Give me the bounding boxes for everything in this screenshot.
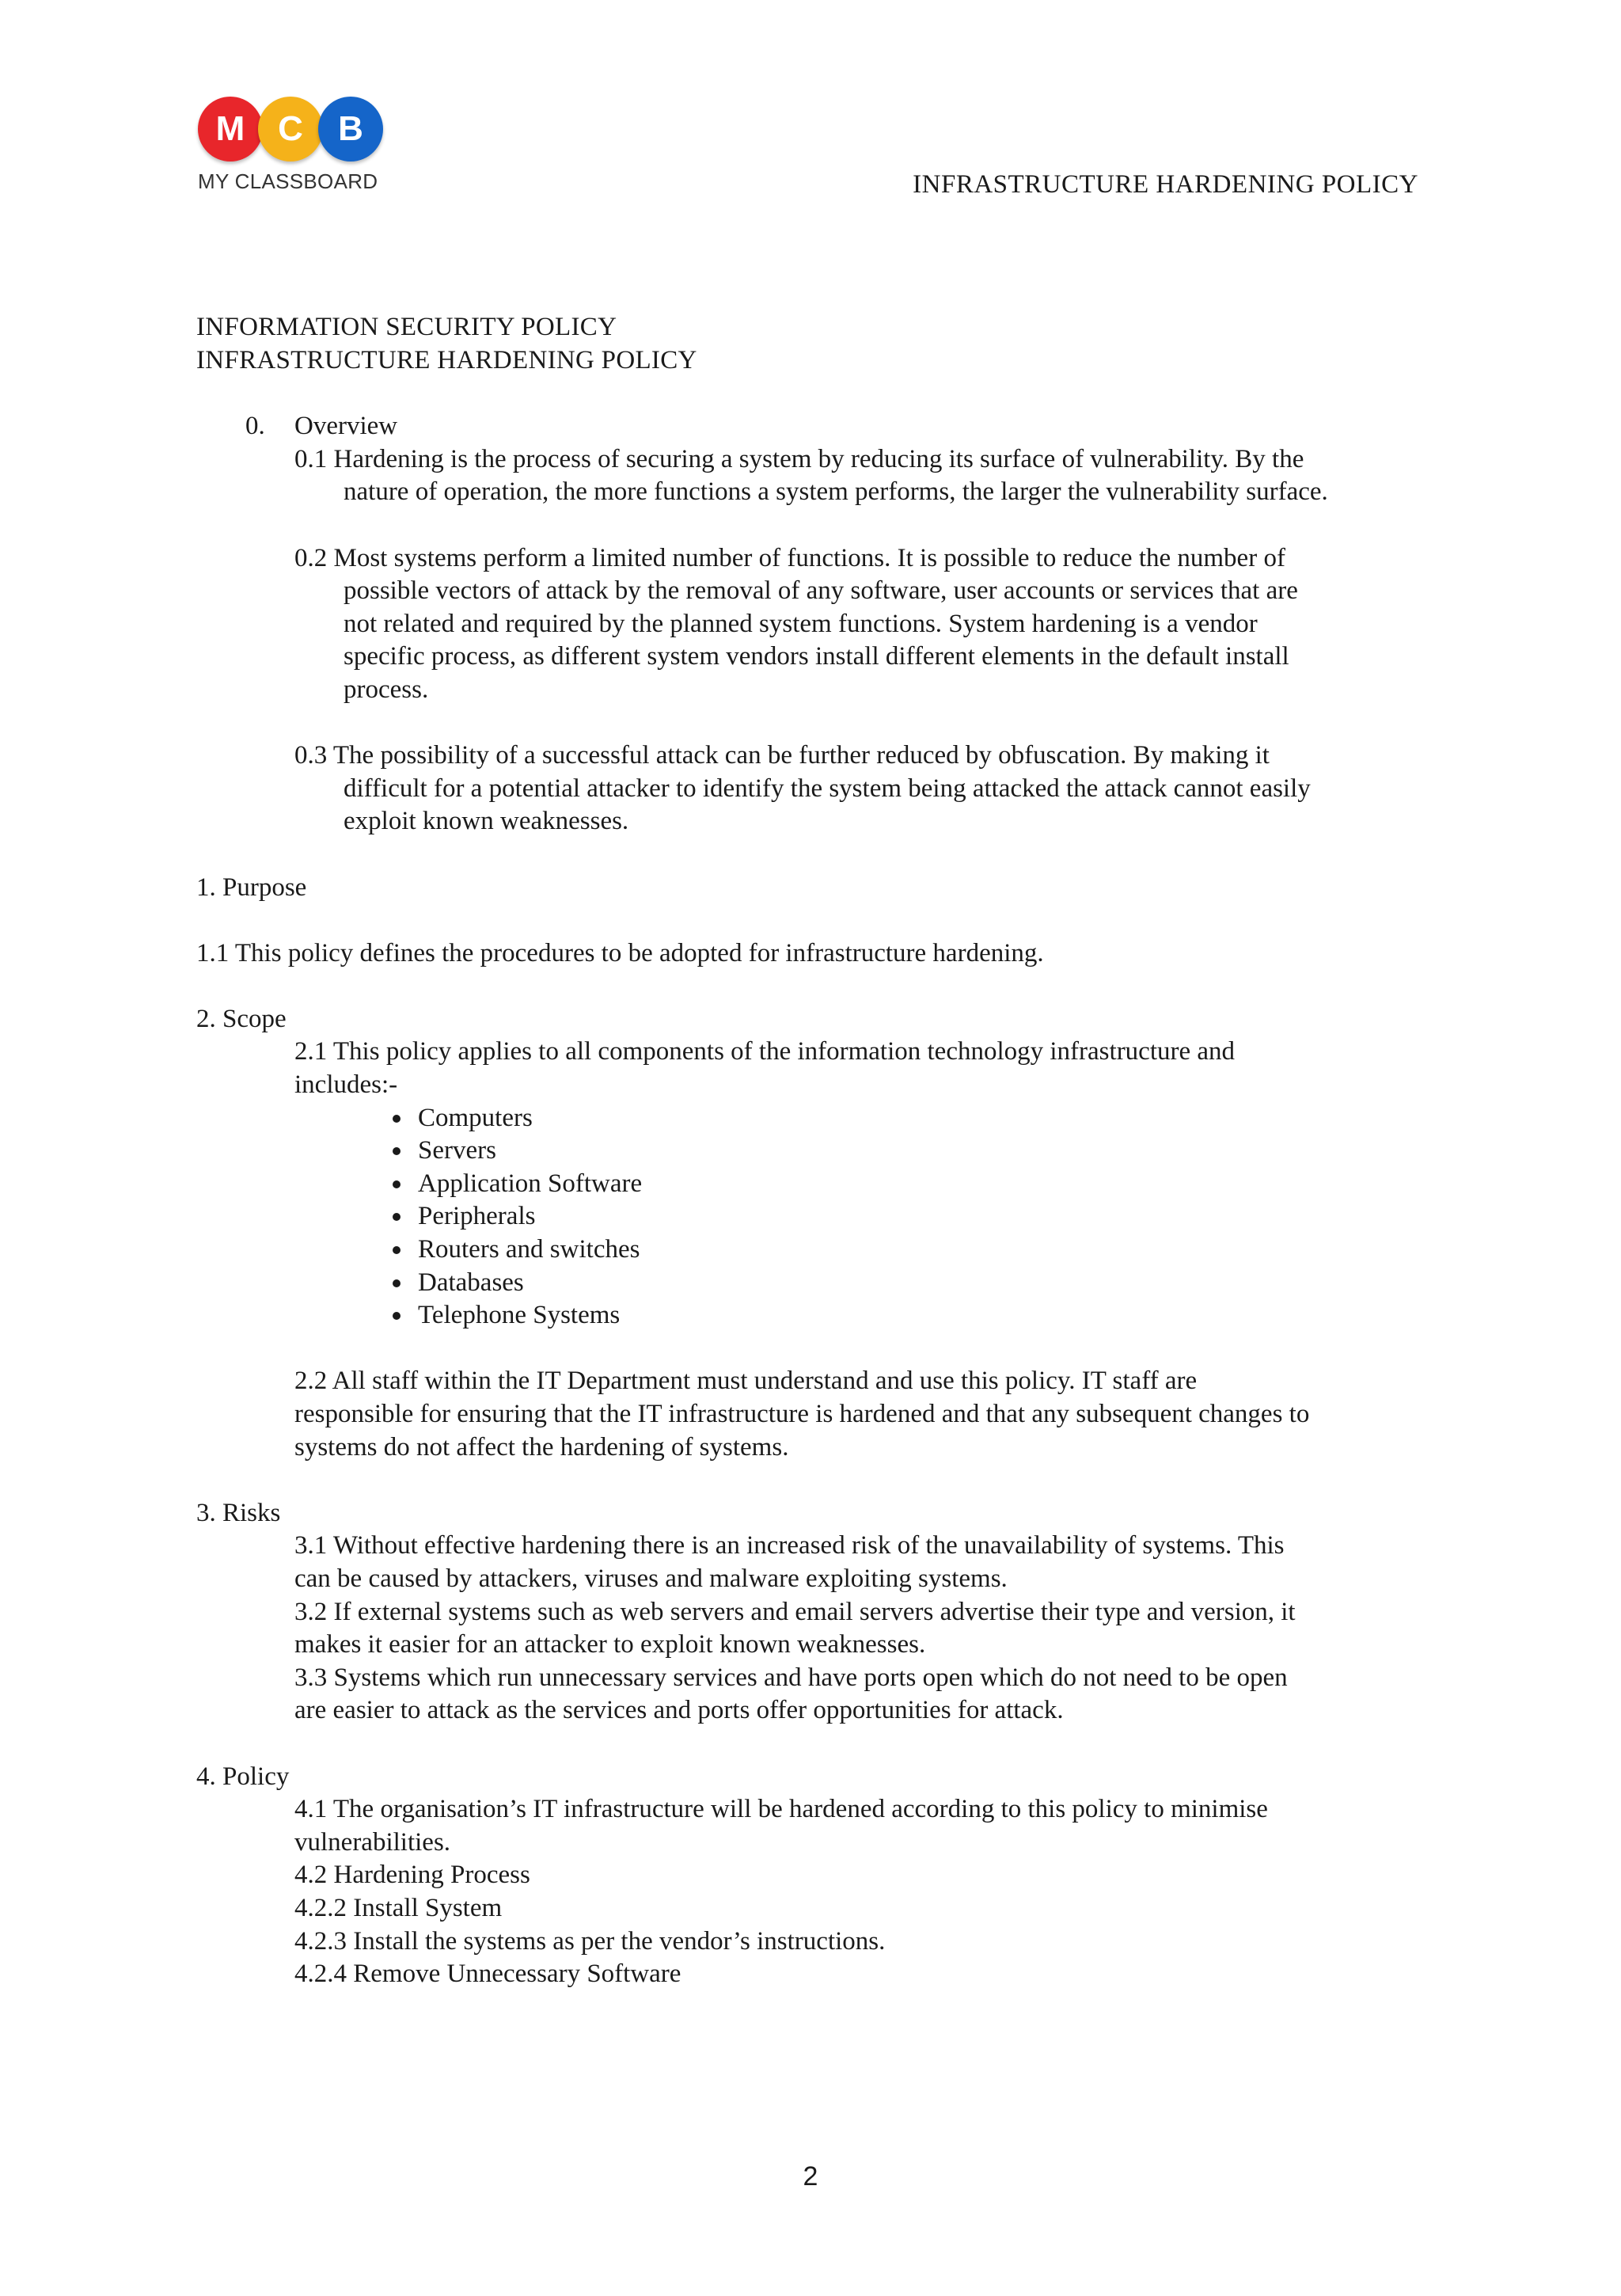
paragraph-line: not related and required by the planned system functions. System hardening is a vendor: [344, 609, 1258, 638]
section-risks: [196, 1497, 1431, 1728]
paragraph-line: 3.1 Without effective hardening there is an increased risk of the unavailability of systems. This: [294, 1531, 1285, 1560]
overview-item-0-2: [196, 542, 1431, 707]
paragraph-line: can be caused by attackers, viruses and malware exploiting systems.: [294, 1564, 1008, 1593]
scope-heading: 2. Scope: [196, 1004, 287, 1033]
paragraph-line: 0.3 The possibility of a successful attack can be further reduced by obfuscation. By making it: [294, 741, 1270, 770]
paragraph-line: 0.1 Hardening is the process of securing a system by reducing its surface of vulnerability. By the: [294, 444, 1304, 473]
paragraph-line: 4.2 Hardening Process: [294, 1861, 530, 1890]
paragraph-line: 4.1 The organisation’s IT infrastructure will be hardened according to this policy to minimise: [294, 1795, 1268, 1824]
title-line-1: INFORMATION SECURITY POLICY: [196, 313, 617, 341]
paragraph-line: difficult for a potential attacker to identify the system being attacked the attack cannot easily: [344, 774, 1311, 803]
list-item: Routers and switches: [393, 1234, 1431, 1267]
paragraph-line: 3.2 If external systems such as web servers and email servers advertise their type and version, it: [294, 1597, 1296, 1626]
logo-m-circle: M: [198, 97, 263, 162]
header-document-title: INFRASTRUCTURE HARDENING POLICY: [913, 170, 1418, 199]
paragraph-line: exploit known weaknesses.: [344, 807, 629, 836]
list-item: Telephone Systems: [393, 1299, 1431, 1332]
paragraph-line: responsible for ensuring that the IT infrastructure is hardened and that any subsequent changes to: [294, 1400, 1310, 1428]
paragraph-line: possible vectors of attack by the removal of any software, user accounts or services that are: [344, 576, 1298, 606]
paragraph-line: systems do not affect the hardening of systems.: [294, 1432, 789, 1462]
document-title-block: [196, 311, 1431, 377]
purpose-text: 1.1 This policy defines the procedures to be adopted for infrastructure hardening.: [196, 938, 1044, 967]
overview-heading: [196, 410, 1431, 443]
paragraph-line: are easier to attack as the services and ports offer opportunities for attack.: [294, 1696, 1064, 1725]
list-item: Computers: [393, 1102, 1431, 1135]
scope-bullet-list: [196, 1102, 1431, 1332]
logo-b-circle: B: [318, 97, 383, 162]
paragraph-line: process.: [344, 675, 429, 704]
paragraph-line: 4.2.4 Remove Unnecessary Software: [294, 1960, 681, 1989]
paragraph-line: 4.2.2 Install System: [294, 1893, 503, 1922]
paragraph-line: 2.2 All staff within the IT Department must understand and use this policy. IT staff are: [294, 1367, 1198, 1396]
overview-number: 0.: [245, 412, 265, 441]
company-logo: [198, 97, 388, 207]
paragraph-line: 3.3 Systems which run unnecessary services and have ports open which do not need to be open: [294, 1663, 1288, 1692]
risks-heading: 3. Risks: [196, 1498, 281, 1527]
paragraph-line: nature of operation, the more functions a system performs, the larger the vulnerability surface.: [344, 477, 1328, 507]
paragraph-line: 4.2.3 Install the systems as per the vendor’s instructions.: [294, 1926, 886, 1956]
overview-item-0-1: [196, 443, 1431, 509]
section-overview: [196, 410, 1431, 838]
list-item: Application Software: [393, 1168, 1431, 1201]
document-body: [196, 311, 1431, 1991]
brand-name: MY CLASSBOARD: [198, 169, 378, 193]
paragraph-line: includes:-: [294, 1070, 398, 1100]
paragraph-line: vulnerabilities.: [294, 1827, 451, 1857]
page-number: 2: [803, 2161, 818, 2191]
overview-title: Overview: [294, 412, 398, 441]
paragraph-line: specific process, as different system vendors install different elements in the default install: [344, 642, 1289, 671]
overview-item-0-3: [196, 739, 1431, 838]
logo-circles: [198, 97, 388, 165]
paragraph-line: 2.1 This policy applies to all components of the information technology infrastructure and: [294, 1037, 1236, 1066]
list-item: Servers: [393, 1135, 1431, 1168]
list-item: Databases: [393, 1267, 1431, 1300]
list-item: Peripherals: [393, 1200, 1431, 1234]
purpose-heading: 1. Purpose: [196, 872, 307, 902]
policy-heading: 4. Policy: [196, 1762, 290, 1791]
section-policy: [196, 1761, 1431, 1991]
paragraph-line: makes it easier for an attacker to exploit known weaknesses.: [294, 1630, 926, 1659]
section-purpose: [196, 872, 1431, 971]
section-scope: [196, 1003, 1431, 1464]
logo-c-circle: C: [258, 97, 323, 162]
title-line-2: INFRASTRUCTURE HARDENING POLICY: [196, 345, 697, 374]
paragraph-line: 0.2 Most systems perform a limited number of functions. It is possible to reduce the number of: [294, 543, 1285, 572]
